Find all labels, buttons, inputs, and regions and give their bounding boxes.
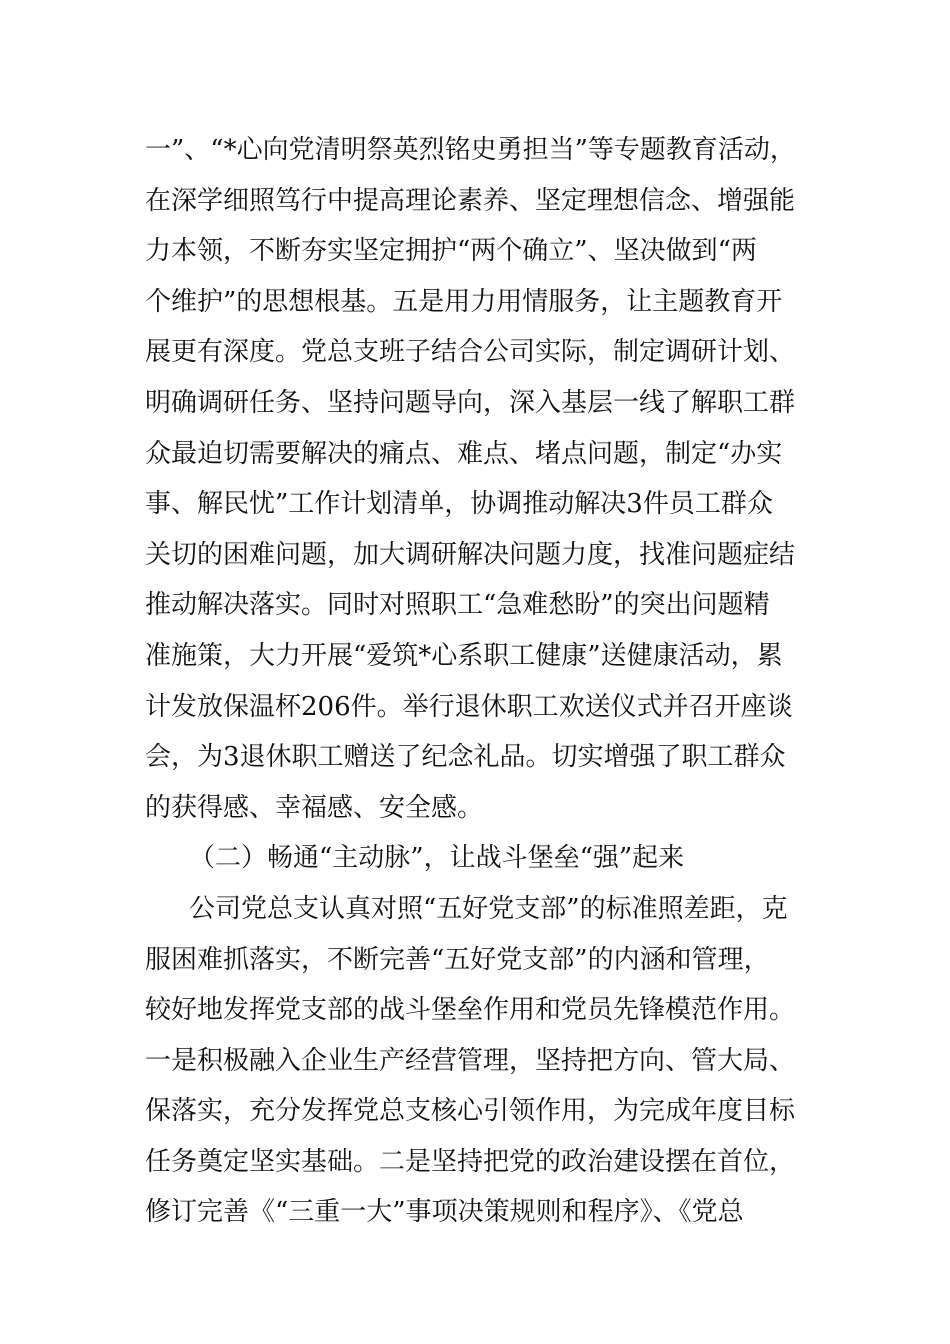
section-heading: （二）畅通“主动脉”，让战斗堡垒“强”起来: [189, 843, 685, 874]
text-line: 众最迫切需要解决的痛点、难点、堵点问题，制定“办实: [145, 438, 783, 469]
text-line: 展更有深度。党总支班子结合公司实际，制定调研计划、: [145, 337, 796, 368]
text-line: 准施策，大力开展“爱筑*心系职工健康”送健康活动，累: [145, 640, 783, 671]
text-line: 较好地发挥党支部的战斗堡垒作用和党员先锋模范作用。: [145, 995, 796, 1026]
text-line: 关切的困难问题，加大调研解决问题力度，找准问题症结: [145, 539, 796, 570]
text-line: 会，为3退休职工赠送了纪念礼品。切实增强了职工群众: [145, 742, 786, 773]
text-line: 保落实，充分发挥党总支核心引领作用，为完成年度目标: [145, 1096, 796, 1127]
text-line: 一”、“*心向党清明祭英烈铭史勇担当”等专题教育活动，: [145, 135, 796, 165]
text-line: 任务奠定坚实基础。二是坚持把党的政治建设摆在首位，: [145, 1146, 796, 1177]
text-line: 的获得感、幸福感、安全感。: [145, 792, 484, 823]
text-line: 个维护”的思想根基。五是用力用情服务，让主题教育开: [145, 286, 783, 317]
document-body: [145, 125, 815, 1238]
text-line: 事、解民忧”工作计划清单，协调推动解决3件员工群众: [145, 489, 773, 520]
text-line: 修订完善《“三重一大”事项决策规则和程序》、《党总: [145, 1197, 744, 1228]
text-line: 推动解决落实。同时对照职工“急难愁盼”的突出问题精: [145, 590, 770, 621]
text-line: 力本领，不断夯实坚定拥护“两个确立”、坚决做到“两: [145, 236, 757, 267]
text-line: 一是积极融入企业生产经营管理，坚持把方向、管大局、: [145, 1045, 796, 1076]
text-line: 服困难抓落实，不断完善“五好党支部”的内涵和管理，: [145, 944, 770, 975]
text-line: 计发放保温杯206件。举行退休职工欢送仪式并召开座谈: [145, 691, 793, 722]
text-line: 明确调研任务、坚持问题导向，深入基层一线了解职工群: [145, 387, 796, 418]
text-line: 在深学细照笃行中提高理论素养、坚定理想信念、增强能: [145, 185, 796, 216]
paragraph-first-line: 公司党总支认真对照“五好党支部”的标准照差距，克: [189, 893, 788, 924]
